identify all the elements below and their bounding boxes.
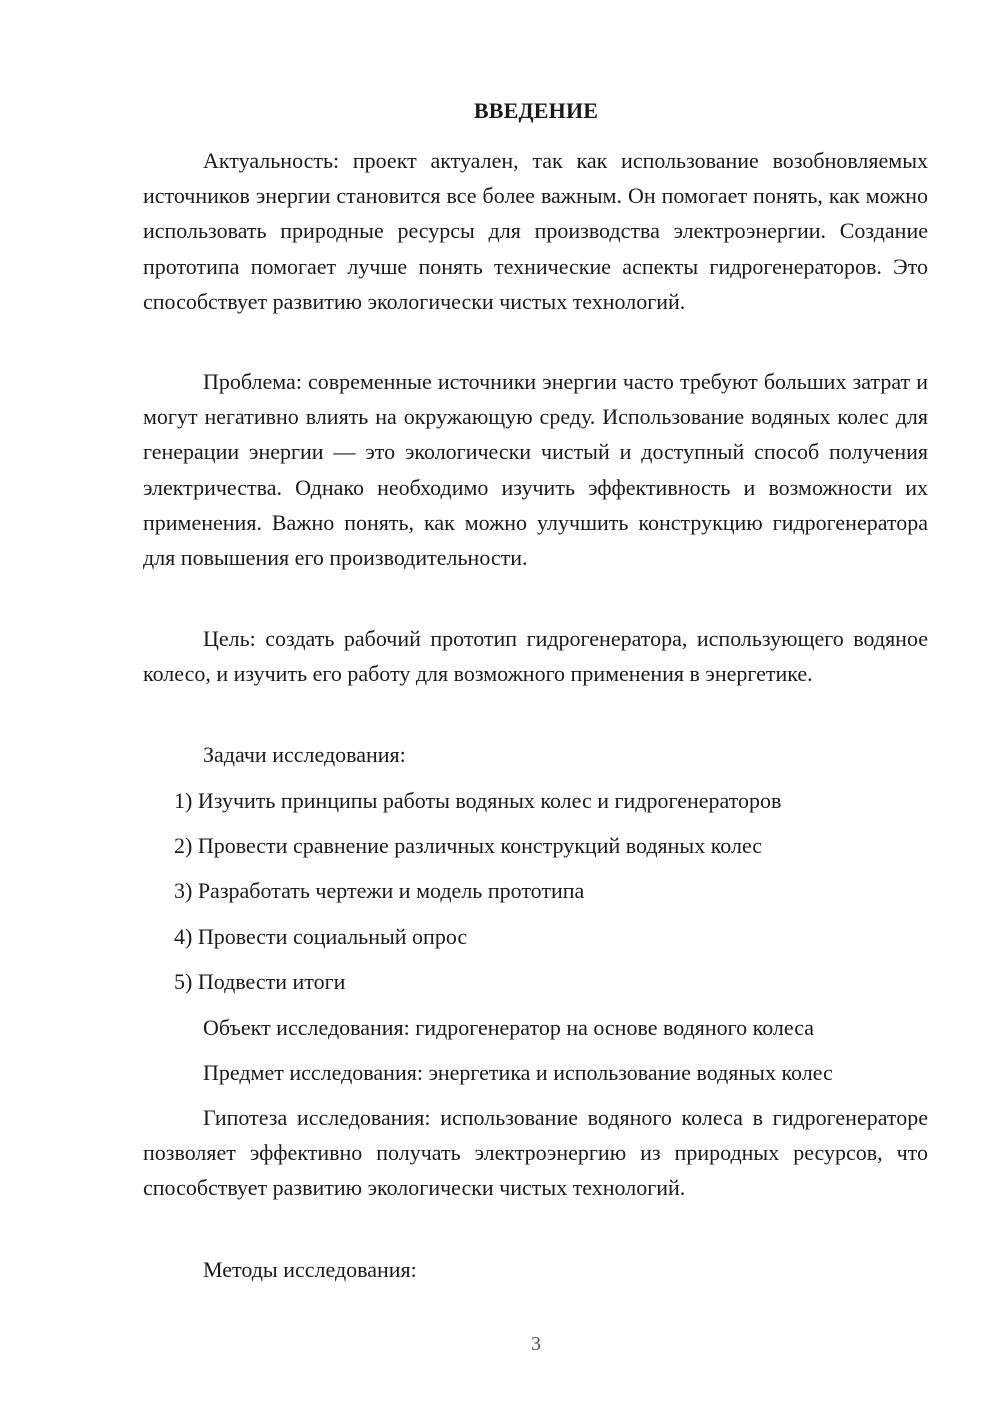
- hypothesis-section: [143, 1100, 928, 1206]
- problem-section: [143, 364, 928, 575]
- hypothesis-paragraph: Гипотеза исследования: использование водяного колеса в гидрогенераторе позволяет эффективно получать электроэнергию из природных ресурсов, что способствует развитию экологически чистых технологий.: [143, 1105, 928, 1201]
- tasks-section: [143, 737, 928, 772]
- problem-paragraph: Проблема: современные источники энергии часто требуют больших затрат и могут негативно влиять на окружающую среду. Использование водяных колес для генерации энергии — это экологически чистый и доступный способ получения электричества. Однако необходимо изучить эффективность и возможности их применения. Важно понять, как можно улучшить конструкцию гидрогенератора для повышения его производительности.: [143, 369, 928, 571]
- list-item: 1) Изучить принципы работы водяных колес и гидрогенераторов: [174, 788, 782, 813]
- task-list: [143, 783, 928, 999]
- list-item: 5) Подвести итоги: [174, 968, 346, 994]
- page-number: 3: [531, 1333, 541, 1355]
- subject-section: [143, 1055, 928, 1090]
- object-section: [143, 1010, 928, 1045]
- methods-section: [143, 1252, 928, 1287]
- list-item: 3) Разработать чертежи и модель прототипа: [174, 878, 585, 904]
- list-item: 2) Провести сравнение различных конструкций водяных колес: [174, 833, 763, 859]
- page-title: ВВЕДЕНИЕ: [473, 98, 599, 123]
- tasks-heading: Задачи исследования:: [203, 742, 406, 767]
- goal-paragraph: Цель: создать рабочий прототип гидрогенератора, использующего водяное колесо, и изучить его работу для возможного применения в энергетике.: [143, 626, 928, 687]
- relevance-paragraph: Актуальность: проект актуален, так как использование возобновляемых источников энергии становится все более важным. Он помогает понять, как можно использовать природные ресурсы для производства электроэнергии. Создание прототипа помогает лучше понять технические аспекты гидрогенераторов. Это способствует развитию экологически чистых технологий.: [143, 148, 928, 314]
- goal-section: [143, 621, 928, 691]
- object-paragraph: Объект исследования: гидрогенератор на основе водяного колеса: [203, 1015, 815, 1040]
- list-item: 4) Провести социальный опрос: [174, 923, 468, 949]
- subject-paragraph: Предмет исследования: энергетика и использование водяных колес: [203, 1060, 833, 1085]
- methods-heading: Методы исследования:: [203, 1257, 417, 1282]
- relevance-section: [143, 143, 928, 319]
